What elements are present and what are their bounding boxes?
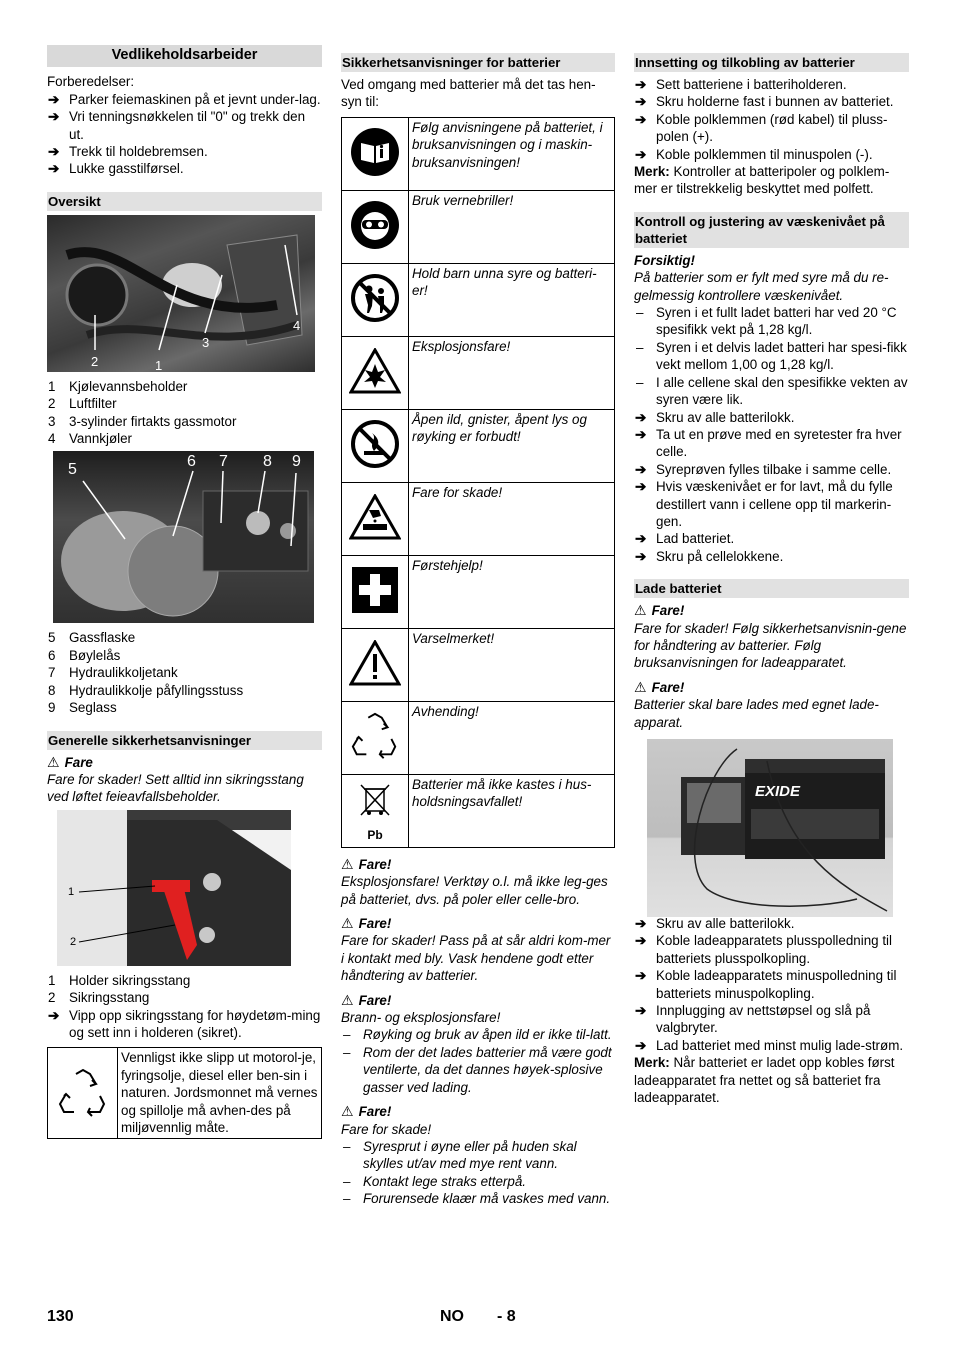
list-item: 7 Hydraulikkoljetank: [48, 665, 178, 681]
table-row: [342, 190, 615, 263]
list-item: 4 Vannkjøler: [48, 431, 133, 447]
table-row: [342, 117, 615, 190]
charge-step: ➔ Innplugging av nettstøpsel og slå på valgbryter.: [634, 1002, 909, 1037]
fluid-item: – Syren i et delvis ladet batteri har spesi-fikk vekt mellom 1,00 og 1,28 kg/l.: [634, 339, 909, 374]
safety-bar-illustration: [57, 810, 291, 966]
column-right: [634, 45, 909, 1106]
photo-label: 3: [202, 334, 210, 350]
fluid-item: – Syren i et fullt ladet batteri har ved 20 °C spesifikk vekt på 1,28 kg/l.: [634, 304, 909, 339]
battery-intro: Ved omgang med batterier må det tas hen-syn til:: [341, 77, 596, 110]
fluid-step: ➔ Syreprøven fylles tilbake i samme celle.: [634, 461, 909, 478]
warning-heading: ⚠ Fare!: [341, 1103, 392, 1120]
battery-charger-illustration: [647, 739, 893, 917]
charge-warning-text: Fare for skader! Følg sikkerhetsanvisnin-gene for håndtering av batterier. Følg bruksanvisningen for ladeapparatet.: [634, 620, 907, 671]
warning-triangle-icon: ⚠: [341, 915, 354, 932]
warning-triangle-icon: ⚠: [634, 602, 647, 619]
fluid-step: ➔ Hvis væskenivået er for lavt, må du fylle destillert vann i cellene opp til markerin-gen.: [634, 478, 909, 530]
list-item: 3 3-sylinder firtakts gassmotor: [48, 413, 237, 429]
charge-step: ➔ Koble ladeapparatets minuspolledning til batteriets minuspolkopling.: [634, 967, 909, 1002]
warning-item: – Kontakt lege straks etterpå.: [341, 1173, 615, 1190]
exclamation-warning-icon: [342, 628, 409, 701]
battery-brand: EXIDE: [755, 783, 801, 800]
symbol-text: Fare for skade!: [409, 482, 615, 555]
warning-triangle-icon: ⚠: [341, 855, 354, 872]
list-item: 1 Holder sikringsstang: [48, 972, 191, 988]
fluid-step: ➔ Ta ut en prøve med en syretester fra hver celle.: [634, 426, 909, 461]
photo-label: 2: [91, 353, 99, 369]
safety-bar-step: ➔ Vipp opp sikringsstang for høydetøm-ming og sett inn i holderen (sikret).: [47, 1007, 322, 1042]
page-number: 130: [47, 1308, 74, 1325]
fluid-step: ➔ Skru av alle batterilokk.: [634, 409, 909, 426]
environment-note-box: [47, 1047, 322, 1139]
engine-illustration: [47, 215, 315, 372]
warning-triangle-icon: ⚠: [341, 991, 354, 1008]
caution-heading: Forsiktig!: [634, 252, 696, 268]
warning-item: – Røyking og bruk av åpen ild er ikke til-latt.: [341, 1026, 615, 1043]
photo-label: 5: [68, 461, 77, 479]
sub-page-number: - 8: [497, 1308, 516, 1325]
pb-label: Pb: [367, 828, 383, 843]
warning-text: Fare for skader! Pass på at sår aldri kom-mer i kontakt med bly. Vask hendene godt etter håndtering av batterier.: [341, 933, 611, 984]
charge-step: ➔ Koble ladeapparatets plusspolledning til batteriets plusspolkopling.: [634, 932, 909, 967]
symbol-text: Bruk vernebriller!: [409, 190, 615, 263]
section-title-fluid-level: Kontroll og justering av væskenivået på batteriet: [634, 212, 909, 248]
no-children-icon: [342, 263, 409, 336]
install-step: ➔ Skru holderne fast i bunnen av batteriet.: [634, 93, 909, 110]
warning-heading: ⚠ Fare: [47, 753, 93, 770]
photo-label: 9: [292, 453, 301, 471]
table-row: [342, 336, 615, 409]
table-row: [342, 555, 615, 628]
warning-heading: ⚠ Fare!: [634, 602, 685, 619]
section-title-general-safety: Generelle sikkerhetsanvisninger: [47, 731, 322, 750]
crossed-bin-pb-icon: [342, 774, 409, 847]
symbol-table: [341, 117, 615, 848]
manual-book-icon: [342, 117, 409, 190]
section-title-battery-safety: Sikkerhetsanvisninger for batterier: [341, 53, 615, 72]
warning-heading: ⚠ Fare!: [341, 915, 392, 932]
install-step: ➔ Sett batteriene i batteriholderen.: [634, 76, 909, 93]
charge-note: Merk: Når batteriet er ladet opp kobles først ladeapparatet fra nettet og så batteriet fra ladeapparatet.: [634, 1055, 895, 1106]
table-row: [342, 774, 615, 847]
table-row: [342, 701, 615, 774]
symbol-text: Førstehjelp!: [409, 555, 615, 628]
photo-label: 8: [263, 453, 272, 471]
photo-label: 7: [219, 453, 228, 471]
fluid-step: ➔ Lad batteriet.: [634, 530, 909, 547]
list-item: 6 Bøylelås: [48, 647, 121, 663]
install-step: ➔ Koble polklemmen til minuspolen (-).: [634, 146, 909, 163]
symbol-text: Eksplosjonsfare!: [409, 336, 615, 409]
general-warning-text: Fare for skader! Sett alltid inn sikringsstang ved løftet feieavfallsbeholder.: [47, 771, 304, 805]
explosion-warning-icon: [342, 336, 409, 409]
first-aid-icon: [342, 555, 409, 628]
list-item: 2 Luftfilter: [48, 396, 117, 412]
gas-bottle-illustration: [53, 451, 314, 623]
symbol-text: Åpen ild, gnister, åpent lys og røyking er forbudt!: [409, 409, 615, 482]
caution-text: På batterier som er fylt med syre må du re-gelmessig kontrollere væskenivået.: [634, 270, 889, 303]
charge-step: ➔ Skru av alle batterilokk.: [634, 915, 909, 932]
list-item: 5 Gassflaske: [48, 630, 136, 646]
section-title-overview: Oversikt: [47, 192, 322, 211]
battery-charger-photo: [647, 739, 893, 917]
section-title-install-battery: Innsetting og tilkobling av batterier: [634, 53, 909, 72]
gas-bottle-photo: [53, 451, 314, 623]
warning-triangle-icon: ⚠: [634, 678, 647, 695]
section-title-maintenance: Vedlikeholdsarbeider: [47, 45, 322, 67]
table-row: [342, 628, 615, 701]
safety-goggles-icon: [342, 190, 409, 263]
install-step: ➔ Koble polklemmen (rød kabel) til pluss-polen (+).: [634, 111, 909, 146]
prep-steps: [47, 91, 322, 178]
warning-text: Brann- og eksplosjonsfare!: [341, 1010, 501, 1026]
warning-triangle-icon: ⚠: [47, 753, 60, 770]
warning-item: – Forurensede klaær må vaskes med vann.: [341, 1190, 615, 1207]
recycle-icon: [48, 1048, 118, 1138]
section-title-charge-battery: Lade batteriet: [634, 579, 909, 598]
install-note: Merk: Kontroller at batteripoler og polklem-mer er tilstrekkelig beskyttet med polfett.: [634, 164, 890, 197]
parts-list-1: [47, 378, 322, 448]
symbol-text: Avhending!: [409, 701, 615, 774]
corrosive-warning-icon: [342, 482, 409, 555]
list-item: 9 Seglass: [48, 700, 117, 716]
warning-item: – Rom der det lades batterier må være godt ventilerte, da det dannes høyek-splosive gasser ved lading.: [341, 1044, 615, 1096]
column-left: [47, 45, 322, 1139]
photo-label: 1: [155, 357, 163, 372]
photo-label: 6: [187, 453, 196, 471]
prep-label: Forberedelser:: [47, 74, 135, 90]
warning-text: Eksplosjonsfare! Verktøy o.l. må ikke leg-ges på batteriet, dvs. på poler eller celle-bro.: [341, 874, 608, 907]
parts-list-3: [47, 972, 322, 1007]
charge-warning-text: Batterier skal bare lades med egnet lade-apparat.: [634, 697, 879, 730]
list-item: 2 Sikringsstang: [48, 990, 150, 1006]
fluid-step: ➔ Skru på cellelokkene.: [634, 548, 909, 565]
symbol-text: Følg anvisningene på batteriet, i bruksanvisningen og i maskin-bruksanvisningen!: [409, 117, 615, 190]
prep-step: ➔ Trekk til holdebremsen.: [47, 143, 322, 160]
warning-item: – Syresprut i øyne eller på huden skal skylles ut/av med mye rent vann.: [341, 1138, 615, 1173]
parts-list-2: [47, 629, 322, 716]
column-middle: [341, 45, 615, 1208]
photo-label: 1: [68, 885, 75, 898]
symbol-text: Hold barn unna syre og batteri-er!: [409, 263, 615, 336]
table-row: [342, 409, 615, 482]
safety-bar-photo: [57, 810, 291, 966]
warning-heading: ⚠ Fare!: [341, 855, 392, 872]
warning-heading: ⚠ Fare!: [634, 678, 685, 695]
charge-step: ➔ Lad batteriet med minst mulig lade-strøm.: [634, 1037, 909, 1054]
environment-note-text: Vennligst ikke slipp ut motorol-je, fyringsolje, diesel eller ben-sin i naturen. Jordsmonnet må vernes og spillolje må avhen-des på miljøvennlig måte.: [121, 1050, 318, 1135]
prep-step: ➔ Lukke gasstilførsel.: [47, 160, 322, 177]
list-item: 1 Kjølevannsbeholder: [48, 378, 188, 394]
symbol-text: Batterier må ikke kastes i hus-holdsningsavfallet!: [409, 774, 615, 847]
warning-triangle-icon: ⚠: [341, 1103, 354, 1120]
warning-text: Fare for skade!: [341, 1121, 432, 1137]
language-code: NO: [440, 1308, 464, 1325]
warning-heading: ⚠ Fare!: [341, 991, 392, 1008]
photo-label: 4: [293, 317, 301, 333]
fluid-item: – I alle cellene skal den spesifikke vekten av syren være lik.: [634, 374, 909, 409]
no-fire-smoking-icon: [342, 409, 409, 482]
list-item: 8 Hydraulikkolje påfyllingsstuss: [48, 682, 244, 698]
photo-label: 2: [70, 935, 77, 948]
recycle-icon: [342, 701, 409, 774]
table-row: [342, 263, 615, 336]
symbol-text: Varselmerket!: [409, 628, 615, 701]
prep-step: ➔ Vri tenningsnøkkelen til "0" og trekk den ut.: [47, 108, 322, 143]
table-row: [342, 482, 615, 555]
engine-photo: [47, 215, 315, 372]
prep-step: ➔ Parker feiemaskinen på et jevnt under-lag.: [47, 91, 322, 108]
